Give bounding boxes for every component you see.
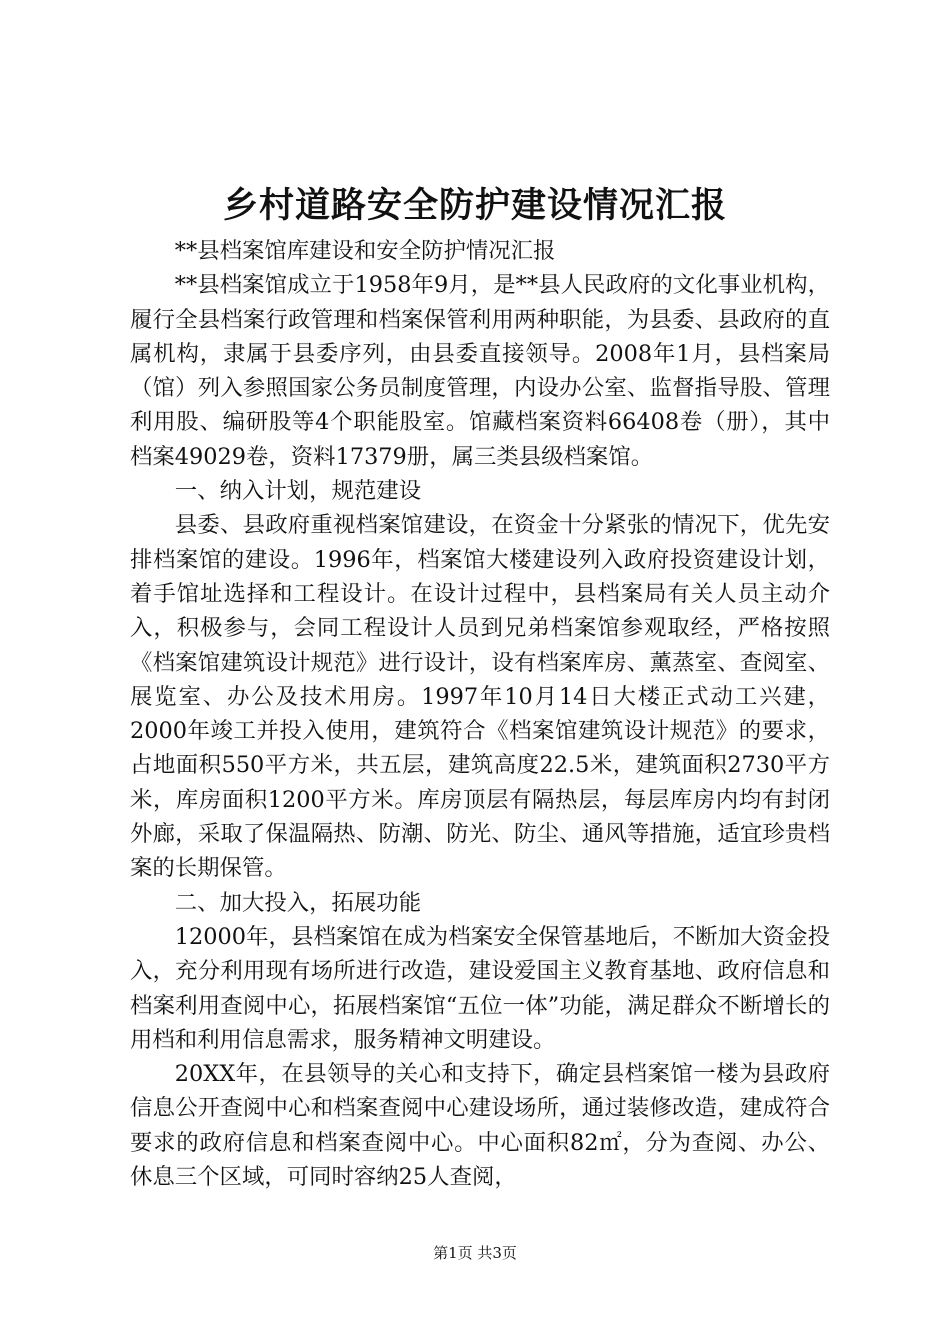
section-heading-1: 一、纳入计划，规范建设 <box>174 478 422 505</box>
section-heading-2: 二、加大投入，拓展功能 <box>174 889 422 916</box>
section-1-paragraph: 县委、县政府重视档案馆建设，在资金十分紧张的情况下，优先安排档案馆的建设。1996年，档案馆大楼建设列入政府投资建设计划，着手馆址选择和工程设计。在设计过程中，县档案局有关人员主动介入，积极参与，会同工程设计人员到兄弟档案馆参观取经，严格按照《档案馆建筑设计规范》进行设计，设有档案库房、薰蒸室、查阅室、展览室、办公及技术用房。1997年10月14日大楼正式动工兴建，2000年竣工并投入使用，建筑符合《档案馆建筑设计规范》的要求，占地面积550平方米，共五层，建筑高度22.5米，建筑面积2730平方米，库房面积1200平方米。库房顶层有隔热层，每层库房内均有封闭外廊，采取了保温隔热、防潮、防光、防尘、通风等措施，适宜珍贵档案的长期保管。 <box>130 512 830 882</box>
document-title: 乡村道路安全防护建设情况汇报 <box>222 185 727 226</box>
section-2-paragraph-2: 20XX年，在县领导的关心和支持下，确定县档案馆一楼为县政府信息公开查阅中心和档案查阅中心建设场所，通过装修改造，建成符合要求的政府信息和档案查阅中心。中心面积82㎡，分为查阅、办公、休息三个区域，可同时容纳25人查阅， <box>130 1061 830 1191</box>
intro-paragraph: **县档案馆成立于1958年9月，是**县人民政府的文化事业机构，履行全县档案行政管理和档案保管利用两种职能，为县委、县政府的直属机构，隶属于县委序列，由县委直接领导。2008年1月，县档案局（馆）列入参照国家公务员制度管理，内设办公室、监督指导股、管理利用股、编研股等4个职能股室。馆藏档案资料66408卷（册），其中档案49029卷，资料17379册，属三类县级档案馆。 <box>130 272 830 470</box>
document-body <box>130 234 830 1194</box>
subtitle-paragraph: **县档案馆库建设和安全防护情况汇报 <box>174 238 556 264</box>
page-footer: 第1页 共3页 <box>433 1244 517 1262</box>
section-2-paragraph-1: 12000年，县档案馆在成为档案安全保管基地后，不断加大资金投入，充分利用现有场所进行改造，建设爱国主义教育基地、政府信息和档案利用查阅中心，拓展档案馆“五位一体”功能，满足群众不断增长的用档和利用信息需求，服务精神文明建设。 <box>130 923 830 1053</box>
